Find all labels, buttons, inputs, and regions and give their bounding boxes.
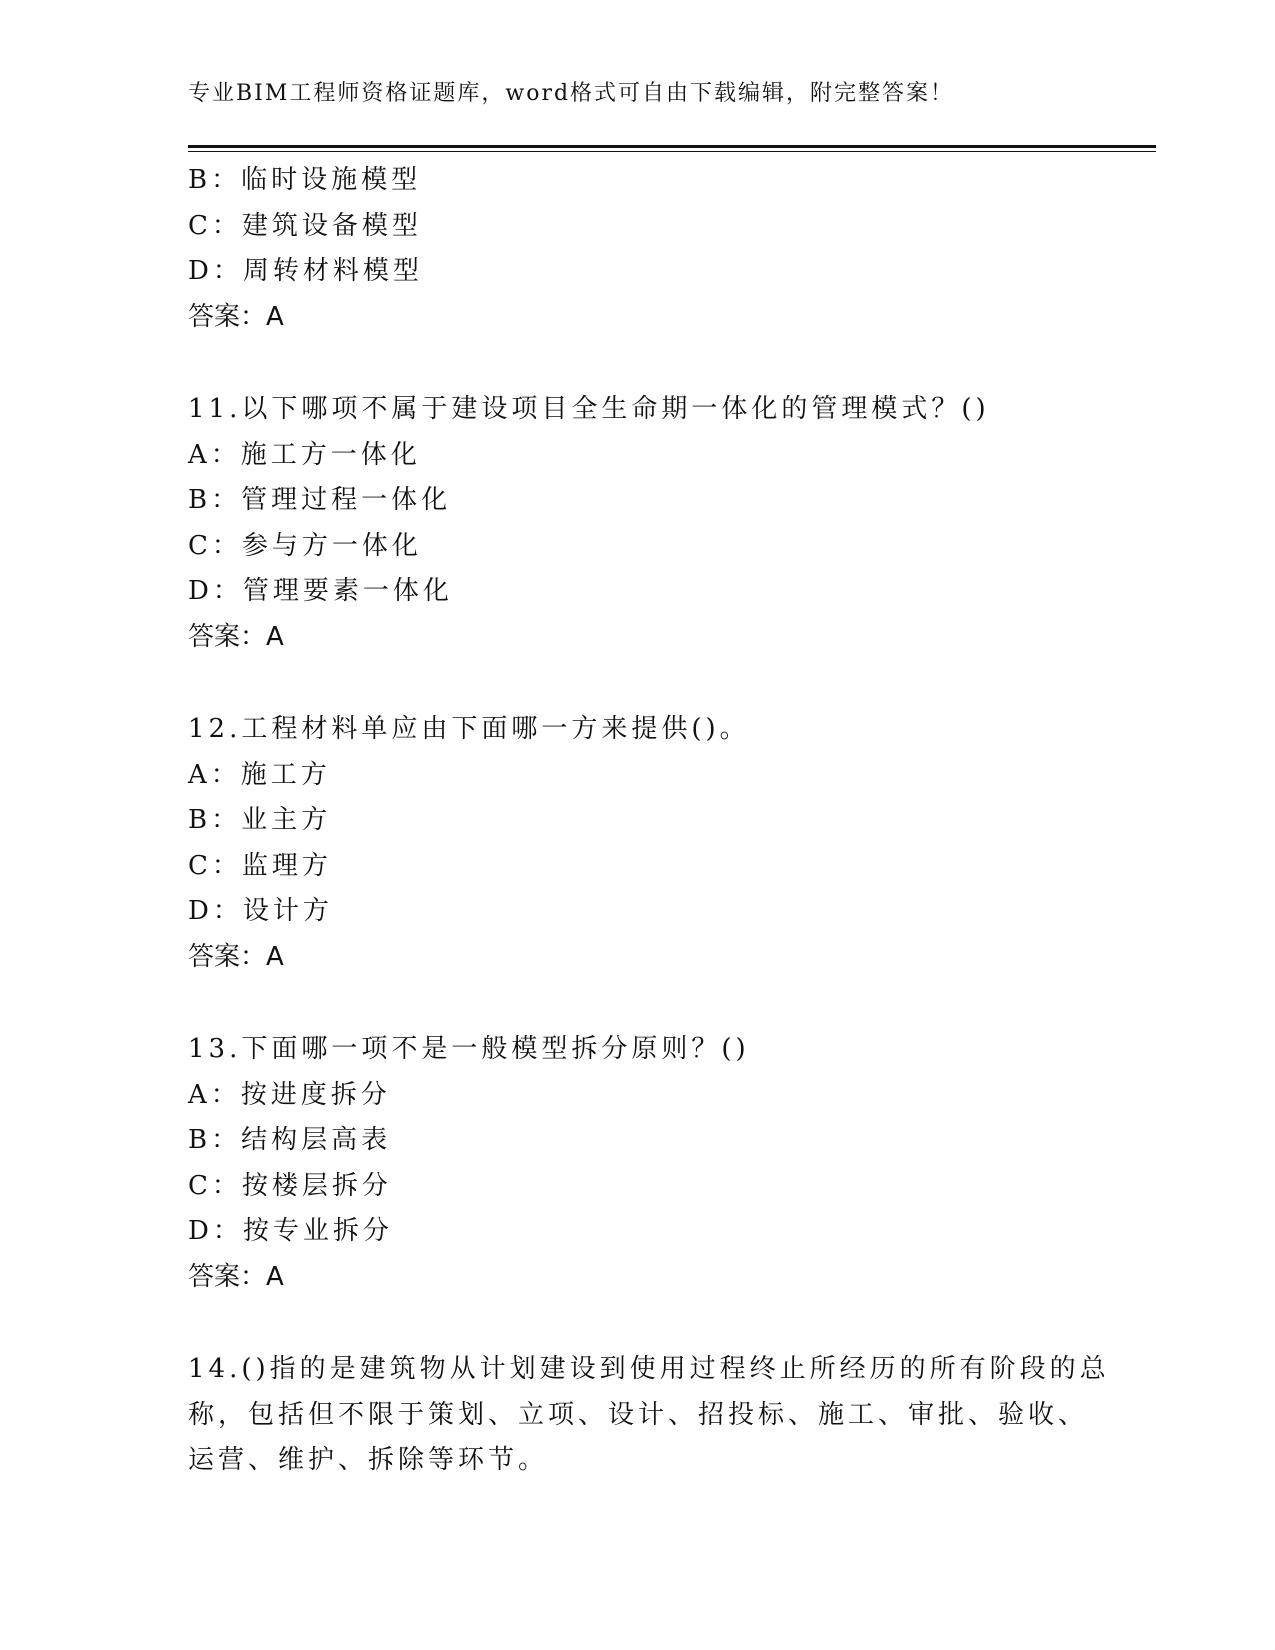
answer-line: 答案：A [188, 941, 284, 972]
option-d: D：按专业拆分 [188, 1216, 393, 1246]
question-block-14 [188, 1347, 1110, 1484]
question-stem-line-1: 14.()指的是建筑物从计划建设到使用过程终止所经历的所有阶段的总 [188, 1354, 1110, 1384]
question-block-13 [188, 1027, 1088, 1300]
option-b: B：结构层高表 [188, 1125, 392, 1155]
answer-line: 答案：A [188, 621, 284, 652]
option-c: C：参与方一体化 [188, 530, 422, 561]
option-b: B：临时设施模型 [188, 165, 422, 195]
question-block-12 [188, 707, 1088, 980]
option-a: A：按进度拆分 [188, 1079, 391, 1110]
page-header: 专业BIM工程师资格证题库，word格式可自由下载编辑，附完整答案！ [188, 81, 955, 106]
option-c: C：建筑设备模型 [188, 210, 422, 241]
header-divider-thin [188, 151, 1156, 152]
question-stem: 11.以下哪项不属于建设项目全生命期一体化的管理模式？() [188, 394, 990, 424]
question-block-continued [188, 158, 1088, 340]
question-block-11 [188, 387, 1088, 660]
option-a: A：施工方一体化 [188, 439, 421, 470]
option-a: A：施工方 [188, 759, 331, 790]
question-stem-line-2: 称，包括但不限于策划、立项、设计、招投标、施工、审批、验收、 [188, 1399, 1089, 1430]
option-d: D：设计方 [188, 896, 333, 926]
question-content [188, 158, 1110, 1484]
option-b: B：业主方 [188, 805, 332, 835]
answer-line: 答案：A [188, 301, 284, 332]
question-stem-line-3: 运营、维护、拆除等环节。 [188, 1445, 549, 1475]
option-d: D：周转材料模型 [188, 256, 423, 286]
option-d: D：管理要素一体化 [188, 576, 453, 606]
question-stem: 12.工程材料单应由下面哪一方来提供()。 [188, 714, 750, 744]
option-b: B：管理过程一体化 [188, 485, 452, 515]
header-divider-thick [188, 145, 1156, 148]
question-stem: 13.下面哪一项不是一般模型拆分原则？() [188, 1034, 750, 1064]
answer-line: 答案：A [188, 1261, 284, 1292]
option-c: C：按楼层拆分 [188, 1170, 392, 1201]
option-c: C：监理方 [188, 850, 332, 881]
